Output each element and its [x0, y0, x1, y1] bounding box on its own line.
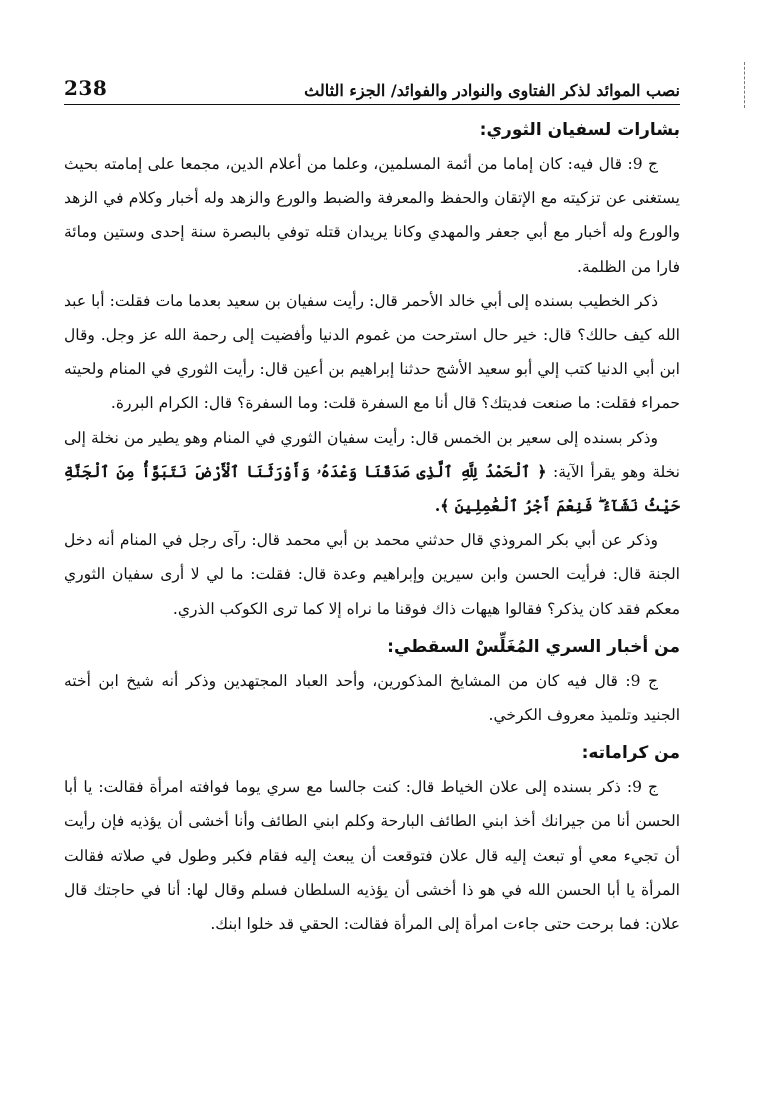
section-heading-karamat: من كراماته: — [581, 743, 680, 764]
paragraph: ذكر الخطيب بسنده إلى أبي خالد الأحمر قال: رأيت سفيان بن سعيد بعدما مات فقلت: أبا عبد الله كيف حالك؟ قال: خير حال استرحت من غموم الدنيا وأفضيت إلى رحمة الله عز وجل. وقال ابن أبي الدنيا كتب إلي أبو سعيد الأشج حدثنا إبراهيم بن أعين قال: رأيت الثوري في المنام ولحيته حمراء فقلت: ما صنعت فديتك؟ قال أنا مع السفرة قلت: وما السفرة؟ قال: الكرام البررة. — [64, 291, 680, 413]
running-title: نصب الموائد لذكر الفتاوى والنوادر والفوائد/ الجزء الثالث — [304, 81, 680, 100]
page-content — [64, 105, 680, 941]
paragraph-text: وذكر بسنده إلى سعير بن الخمس قال: رأيت سفيان الثوري في المنام وهو يطير من نخلة إلى نخلة وهو يقرأ الآية: — [64, 428, 680, 481]
paragraph: ج 9: قال فيه كان من المشايخ المذكورين، وأحد العباد المجتهدين وذكر أنه شيخ ابن أخته الجنيد وتلميذ معروف الكرخي. — [64, 671, 680, 725]
section-heading-sufyan: بشارات لسفيان الثوري: — [479, 120, 680, 140]
paragraph: ج 9: قال فيه: كان إماما من أئمة المسلمين، وعلما من أعلام الدين، مجمعا على إمامته بحيث يستغنى عن تزكيته مع الإتقان والحفظ والمعرفة والضبط والورع والزهد وله أخبار وكلام في الزهد والورع وله أخبار مع أبي جعفر والمهدي وكانا يريدان قتله توفي بالبصرة سنة إحدى وستين ومائة فارا من الظلمة. — [64, 155, 680, 276]
section-heading-sari: من أخبار السري المُغَلِّسْ السقطي: — [387, 636, 680, 657]
quran-verse: ﴿ ٱلْحَمْدُ لِلَّهِ ٱلَّذِى صَدَقَنَا وَعْدَهُۥ وَأَوْرَثَنَا ٱلْأَرْضَ نَتَبَوَّأُ مِنَ ٱلْجَنَّةِ حَيْثُ نَشَآءُ ۖ فَنِعْمَ أَجْرُ ٱلْعَٰمِلِينَ ﴾. — [64, 461, 680, 516]
book-page — [64, 60, 680, 941]
paragraph: وذكر عن أبي بكر المروذي قال حدثني محمد بن أبي محمد قال: رآى رجل في المنام أنه دخل الجنة قال: فرأيت الحسن وابن سيرين وإبراهيم وعدة قال: فقلت: ما لي لا أرى سفيان الثوري معكم فقد كان يذكر؟ فقالوا هيهات ذاك فوقنا ما نراه إلا كما ترى الكوكب الذري. — [64, 531, 680, 618]
paragraph: ج 9: ذكر بسنده إلى علان الخياط قال: كنت جالسا مع سري يوما فوافته امرأة فقالت: يا أبا الحسن أنا من جيرانك أخذ ابني الطائف البارحة وكلم ابني الطائف وأنا أخشى أن يؤذيه فإن رأيت أن تجيء معي أو تبعث إليه قال علان فتوقعت أن يبعث إليه فقام فكبر وطول في صلاته فقالت المرأة يا أبا الحسن الله في هو ذا أخشى أن يؤذيه السلطان فسلم وقال لها: أنا في حاجتك قال علان: فما برحت حتى جاءت امرأة إلى المرأة فقالت: الحقي قد خلوا ابنك. — [64, 778, 680, 934]
page-number: 238 — [64, 76, 108, 100]
paragraph-with-verse — [64, 421, 680, 524]
margin-mark — [744, 62, 746, 108]
page-header — [64, 60, 680, 105]
